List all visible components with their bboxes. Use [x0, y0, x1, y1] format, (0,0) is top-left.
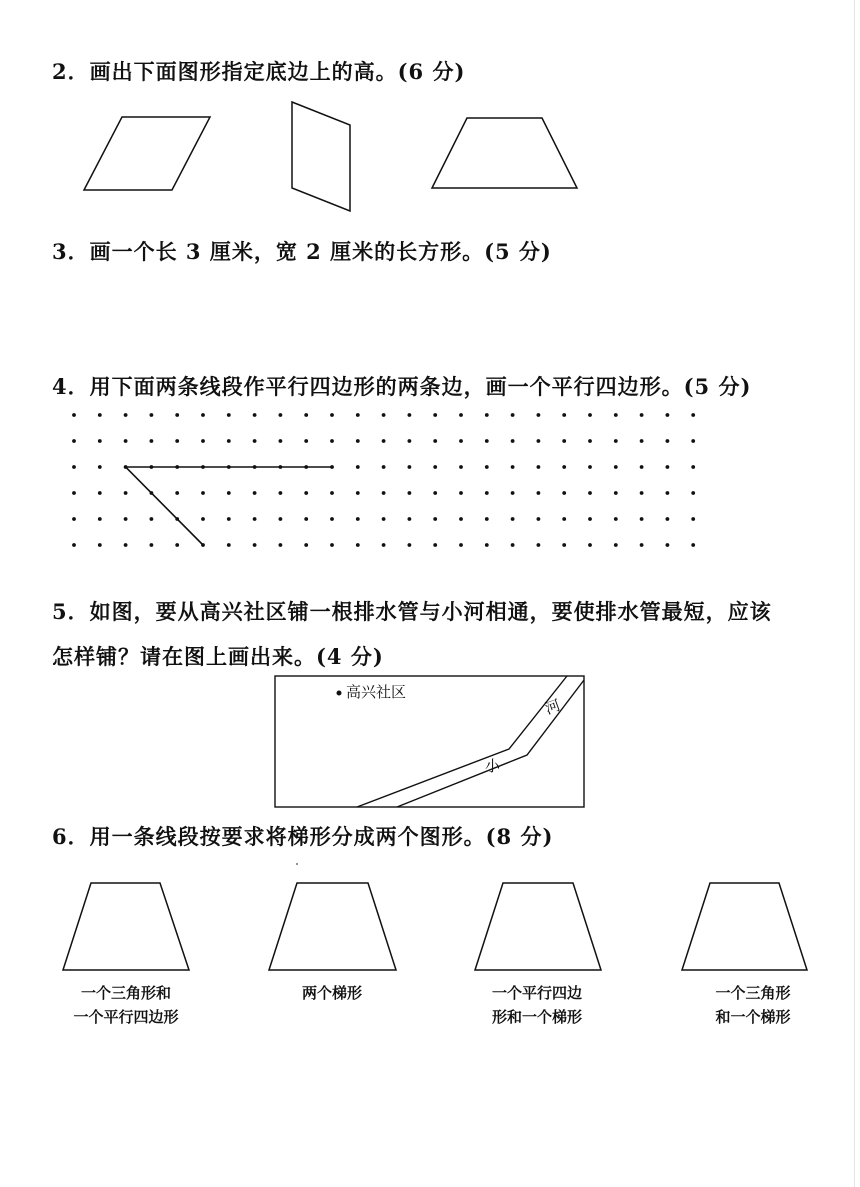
q6-trapezoid-4	[682, 883, 807, 970]
q6-caption-2-line1: 两个梯形	[301, 984, 362, 1002]
q6-caption-4-line1: 一个三角形	[715, 984, 791, 1002]
q6-caption-1-line2: 一个平行四边形	[73, 1008, 179, 1026]
q5-title-line2: 怎样铺？请在图上画出来。(4 分)	[52, 644, 384, 669]
q6-caption-4	[673, 981, 833, 1029]
q5-river-label-he: 河	[542, 695, 563, 718]
q6-trapezoid-1	[63, 883, 189, 970]
q6-caption-3	[457, 981, 617, 1029]
q6-caption-3-line2: 形和一个梯形	[491, 1008, 582, 1026]
q6-caption-1	[46, 981, 206, 1029]
q4-title: 4．用下面两条线段作平行四边形的两条边，画一个平行四边形。(5 分)	[52, 374, 752, 399]
q2-title: 2．画出下面图形指定底边上的高。(6 分)	[52, 59, 466, 84]
q6-caption-1-line1: 一个三角形和	[80, 984, 171, 1002]
q6-caption-2	[252, 981, 412, 1005]
q6-caption-3-line1: 一个平行四边	[491, 984, 582, 1002]
q3-title: 3．画一个长 3 厘米，宽 2 厘米的长方形。(5 分)	[52, 239, 552, 264]
q6-caption-4-line2: 和一个梯形	[715, 1008, 791, 1026]
q6-title: 6．用一条线段按要求将梯形分成两个图形。(8 分)	[52, 824, 554, 849]
q6-trapezoid-2	[269, 883, 396, 970]
q5-river-label-xiao: 小	[485, 757, 501, 775]
q6-stray-dot	[296, 863, 298, 865]
q6-trapezoid-3	[475, 883, 601, 970]
q5-community-label: 高兴社区	[346, 683, 407, 701]
q5-title-line1: 5．如图，要从高兴社区铺一根排水管与小河相通，要使排水管最短，应该	[52, 599, 772, 624]
